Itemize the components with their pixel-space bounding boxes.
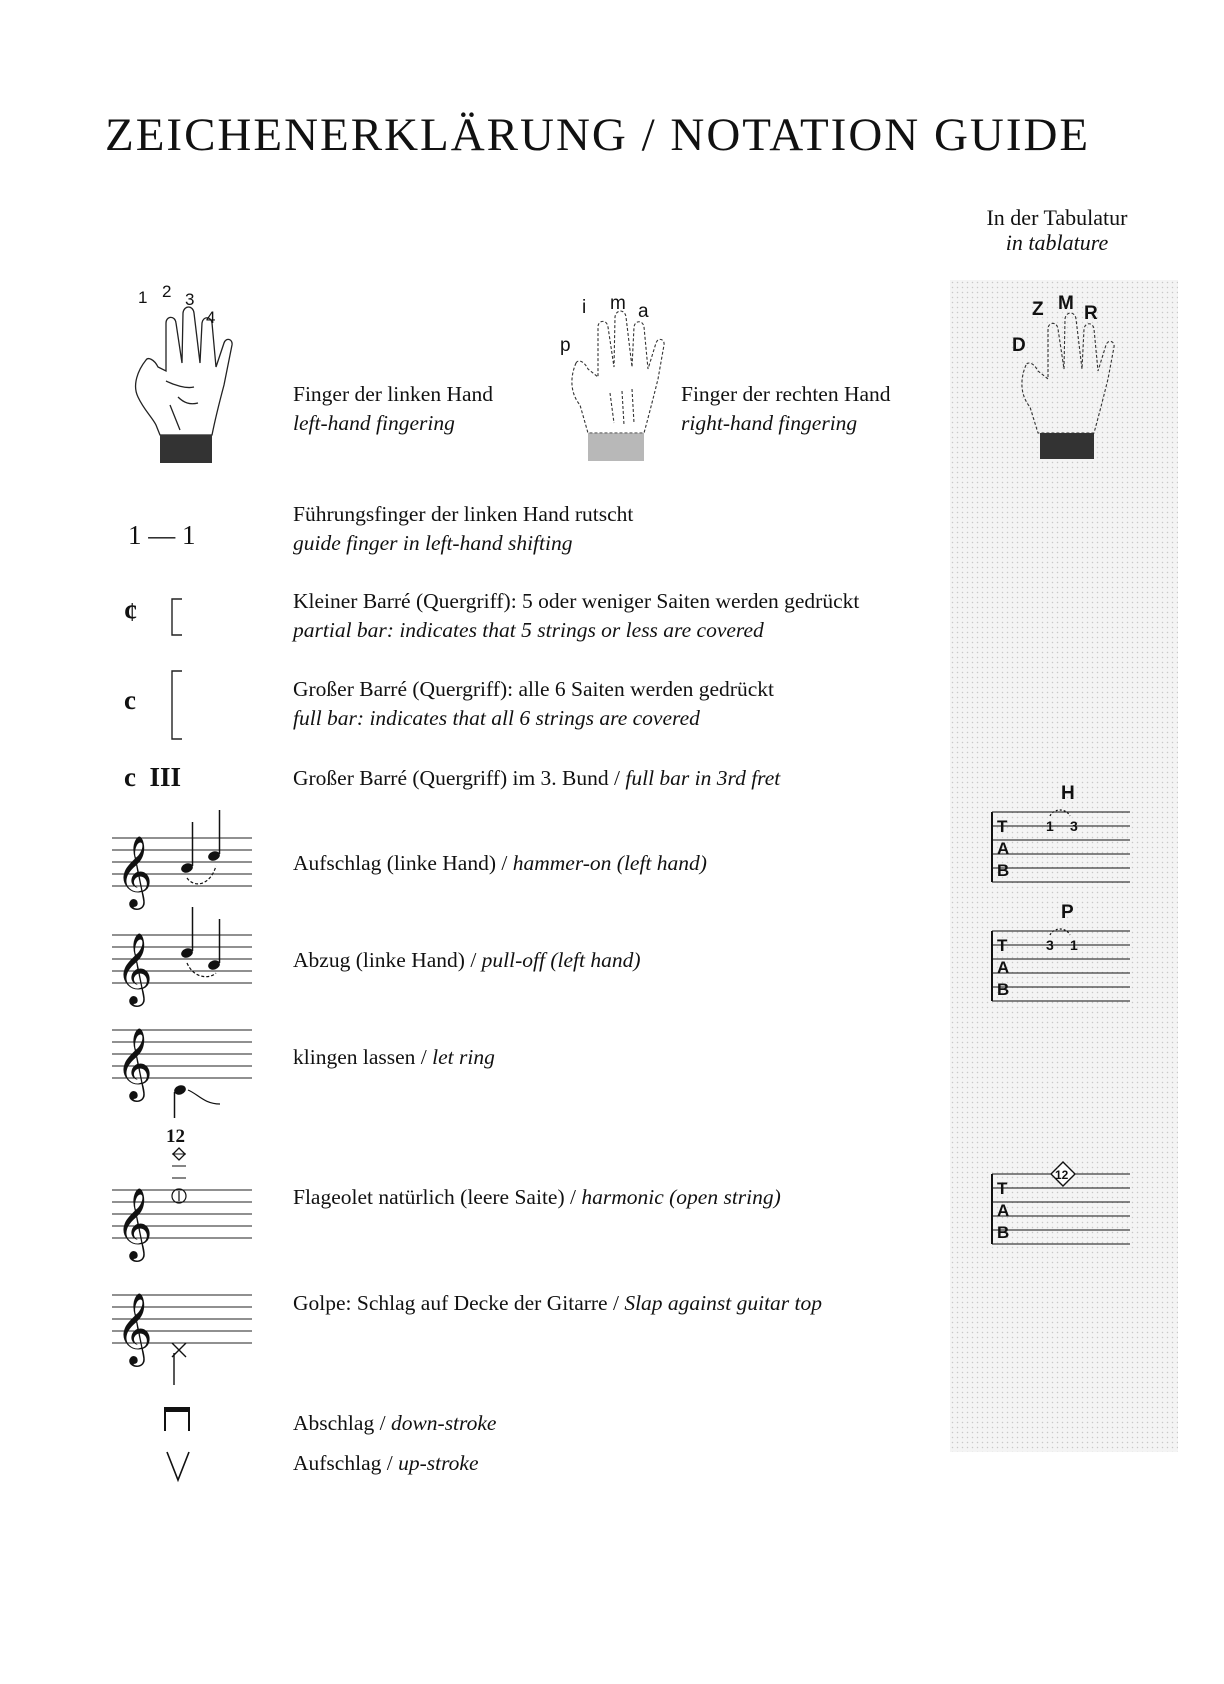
tab-finger-d: D	[1012, 335, 1026, 356]
full-bar-3rd-symbol: c III	[124, 762, 182, 792]
svg-text:𝄞: 𝄞	[116, 834, 153, 907]
left-hand-caption-en: left-hand fingering	[293, 411, 455, 435]
tab-hammer-label: H	[1061, 783, 1075, 804]
tab-harmonic-letter-t: T	[997, 1179, 1008, 1198]
left-hand-icon	[120, 282, 240, 465]
golpe-de: Golpe: Schlag auf Decke der Gitarre /	[293, 1291, 625, 1315]
tab-hammer-letter-t: T	[997, 817, 1008, 836]
full-bar-bracket-icon	[170, 670, 184, 740]
hammer-on-staff	[112, 808, 252, 918]
down-stroke-text	[293, 1409, 496, 1438]
partial-bar-bracket-icon	[170, 598, 184, 636]
tablature-header-en: in tablature	[1005, 230, 1109, 255]
right-hand-caption	[681, 380, 891, 438]
partial-bar-symbol: ¢	[124, 597, 138, 627]
guide-finger-de: Führungsfinger der linken Hand rutscht	[293, 502, 634, 526]
tab-hammer-fret-2: 3	[1070, 818, 1078, 834]
down-stroke-de: Abschlag /	[293, 1411, 391, 1435]
tab-hammer-letter-a: A	[997, 839, 1010, 858]
guide-finger-symbol: 1 — 1	[128, 520, 196, 550]
golpe-en: Slap against guitar top	[624, 1291, 823, 1315]
tab-harmonic	[990, 1170, 1130, 1254]
pull-off-en: pull-off (left hand)	[481, 948, 641, 972]
up-stroke-text	[293, 1449, 479, 1478]
up-stroke-de: Aufschlag /	[293, 1451, 399, 1475]
svg-text:𝄞: 𝄞	[116, 1026, 153, 1099]
left-hand-caption	[293, 380, 493, 438]
down-stroke-en: down-stroke	[390, 1411, 497, 1435]
full-bar-en: full bar: indicates that all 6 strings are covered	[293, 706, 700, 730]
full-bar-3rd-en: full bar in 3rd fret	[625, 766, 781, 790]
tablature-header	[952, 205, 1162, 255]
left-finger-3: 3	[185, 290, 195, 309]
hammer-on-text	[293, 849, 707, 878]
let-ring-staff	[112, 1000, 252, 1120]
left-hand-caption-de: Finger der linken Hand	[293, 382, 494, 406]
golpe-text	[293, 1289, 822, 1318]
tab-finger-z: Z	[1032, 299, 1044, 320]
full-bar-symbol: c	[124, 685, 136, 715]
tablature-header-de: In der Tabulatur	[986, 205, 1128, 230]
harmonic-text	[293, 1183, 781, 1212]
tab-harmonic-letter-a: A	[997, 1201, 1010, 1220]
tab-pull-letter-t: T	[997, 936, 1008, 955]
right-hand-caption-en: right-hand fingering	[681, 411, 858, 435]
partial-bar-de: Kleiner Barré (Quergriff): 5 oder weniger Saiten werden gedrückt	[293, 589, 860, 613]
let-ring-de: klingen lassen /	[293, 1045, 433, 1069]
pull-off-staff	[112, 905, 252, 1015]
left-finger-1: 1	[138, 288, 148, 307]
let-ring-text	[293, 1043, 495, 1072]
svg-text:𝄞: 𝄞	[116, 931, 153, 1004]
down-stroke-icon	[163, 1405, 191, 1431]
pull-off-de: Abzug (linke Hand) /	[293, 948, 482, 972]
pull-off-text	[293, 946, 641, 975]
tab-finger-r: R	[1084, 303, 1098, 324]
full-bar-3rd-de: Großer Barré (Quergriff) im 3. Bund /	[293, 766, 626, 790]
tab-pull-label: P	[1061, 902, 1074, 923]
tab-pull-fret-1: 3	[1046, 937, 1054, 953]
harmonic-staff	[112, 1148, 252, 1258]
right-finger-a: a	[638, 301, 649, 322]
harmonic-en: harmonic (open string)	[581, 1185, 781, 1209]
tab-harmonic-fret: 12	[1055, 1168, 1069, 1182]
tab-pull-fret-2: 1	[1070, 937, 1078, 953]
up-stroke-en: up-stroke	[398, 1451, 479, 1475]
right-finger-p: p	[560, 335, 571, 356]
right-hand-caption-de: Finger der rechten Hand	[681, 382, 891, 406]
golpe-staff	[112, 1265, 252, 1385]
right-finger-m: m	[610, 293, 626, 314]
right-finger-i: i	[582, 297, 587, 318]
svg-text:𝄞: 𝄞	[116, 1291, 153, 1364]
guide-finger-text	[293, 500, 633, 558]
svg-text:𝄞: 𝄞	[116, 1186, 153, 1259]
tab-hammer-fret-1: 1	[1046, 818, 1054, 834]
partial-bar-text	[293, 587, 859, 645]
page-title: ZEICHENERKLÄRUNG / NOTATION GUIDE	[105, 109, 1091, 161]
harmonic-de: Flageolet natürlich (leere Saite) /	[293, 1185, 582, 1209]
let-ring-en: let ring	[432, 1045, 495, 1069]
full-bar-text	[293, 675, 774, 733]
harmonic-fret-label: 12	[166, 1126, 185, 1147]
tab-hammer	[990, 808, 1130, 892]
tab-hammer-letter-b: B	[997, 861, 1010, 880]
up-stroke-icon	[165, 1450, 191, 1482]
tab-finger-m: M	[1058, 293, 1074, 314]
left-finger-4: 4	[206, 308, 216, 327]
partial-bar-en: partial bar: indicates that 5 strings or less are covered	[293, 618, 764, 642]
full-bar-3rd-text	[293, 764, 780, 793]
tab-pull-letter-a: A	[997, 958, 1010, 977]
hammer-on-de: Aufschlag (linke Hand) /	[293, 851, 513, 875]
tab-pull-letter-b: B	[997, 980, 1010, 999]
tab-pull	[990, 927, 1130, 1011]
left-finger-2: 2	[162, 282, 172, 301]
full-bar-de: Großer Barré (Quergriff): alle 6 Saiten werden gedrückt	[293, 677, 774, 701]
hammer-on-en: hammer-on (left hand)	[512, 851, 707, 875]
tab-hand-icon	[1010, 293, 1120, 463]
right-hand-icon	[560, 293, 670, 463]
guide-finger-en: guide finger in left-hand shifting	[293, 531, 573, 555]
tab-harmonic-letter-b: B	[997, 1223, 1010, 1242]
